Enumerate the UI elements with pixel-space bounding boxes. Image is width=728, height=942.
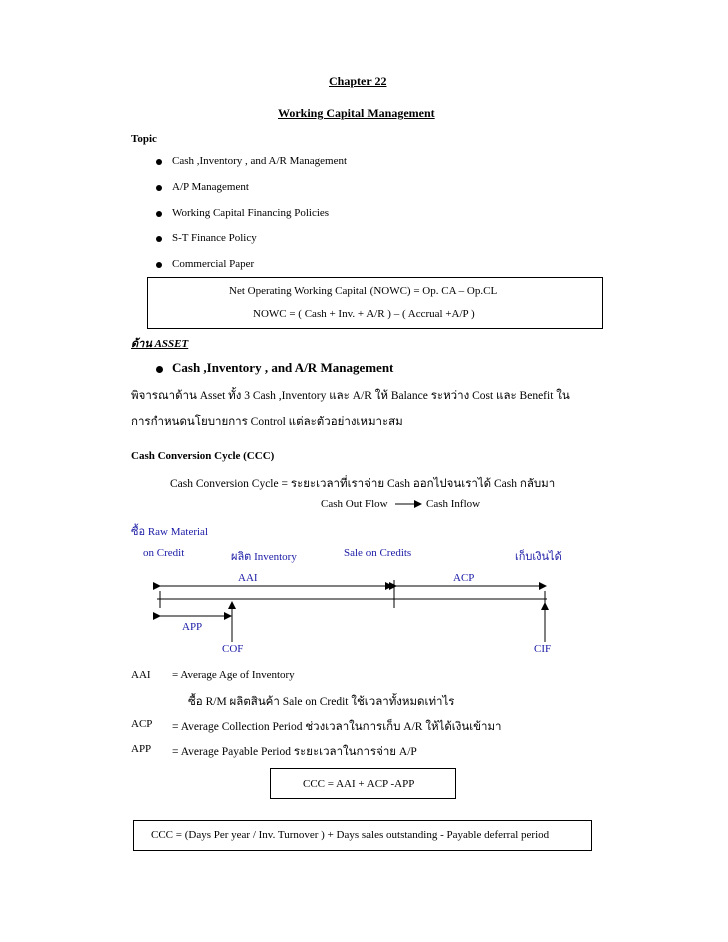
topic-item: Commercial Paper (172, 258, 255, 270)
nowc-line-1: Net Operating Working Capital (NOWC) = Op. CA – Op.CL (229, 285, 498, 297)
cif-label: CIF (534, 643, 552, 655)
ccc-formula: CCC = AAI + ACP -APP (303, 778, 415, 790)
cash-out-flow-label: Cash Out Flow (321, 498, 388, 510)
collect-cash-label: เก็บเงินได้ (515, 551, 562, 563)
topic-item: S-T Finance Policy (172, 232, 257, 244)
acp-label: ACP (453, 572, 475, 584)
aai-note: ซื้อ R/M ผลิตสินค้า Sale on Credit ใช้เวลาทั้งหมดเท่าไร (188, 696, 455, 708)
topic-item: Cash ,Inventory , and A/R Management (172, 155, 348, 167)
app-abbr: APP (131, 743, 152, 755)
cof-label: COF (222, 643, 244, 655)
cash-inflow-label: Cash Inflow (426, 498, 481, 510)
aai-label: AAI (238, 572, 258, 584)
produce-inventory-label: ผลิต Inventory (231, 551, 297, 563)
topic-item: Working Capital Financing Policies (172, 207, 330, 219)
ccc-heading: Cash Conversion Cycle (CCC) (131, 450, 275, 462)
ccc-definition: Cash Conversion Cycle = ระยะเวลาที่เราจ่าย Cash ออกไปจนเราได้ Cash กลับมา (170, 478, 556, 490)
nowc-line-2: NOWC = ( Cash + Inv. + A/R ) – ( Accrual +A/P ) (253, 308, 475, 320)
topic-item: A/P Management (172, 181, 249, 193)
asset-bullet: Cash ,Inventory , and A/R Management (172, 360, 394, 375)
asset-paragraph-line-2: การกำหนดนโยบายการ Control แต่ละตัวอย่างเหมาะสม (131, 416, 403, 428)
aai-definition: = Average Age of Inventory (172, 669, 295, 681)
sale-on-credits-label: Sale on Credits (344, 547, 412, 559)
acp-definition: = Average Collection Period ช่วงเวลาในการเก็บ A/R ให้ได้เงินเข้ามา (172, 721, 502, 733)
chapter-title: Chapter 22 (329, 74, 387, 88)
on-credit-label: on Credit (143, 547, 185, 559)
buy-raw-material-label: ซื้อ Raw Material (131, 526, 208, 538)
app-label: APP (182, 621, 203, 633)
page-title: Working Capital Management (278, 106, 435, 120)
app-definition: = Average Payable Period ระยะเวลาในการจ่าย A/P (172, 746, 417, 758)
acp-abbr: ACP (131, 718, 153, 730)
asset-paragraph-line-1: พิจารณาด้าน Asset ทั้ง 3 Cash ,Inventory และ A/R ให้ Balance ระหว่าง Cost และ Benefit ใน (131, 390, 570, 402)
aai-abbr: AAI (131, 669, 151, 681)
topic-label: Topic (131, 133, 157, 145)
ccc-full-formula: CCC = (Days Per year / Inv. Turnover ) + Days sales outstanding - Payable deferral period (151, 829, 550, 841)
asset-heading: ด้าน ASSET (131, 338, 189, 350)
